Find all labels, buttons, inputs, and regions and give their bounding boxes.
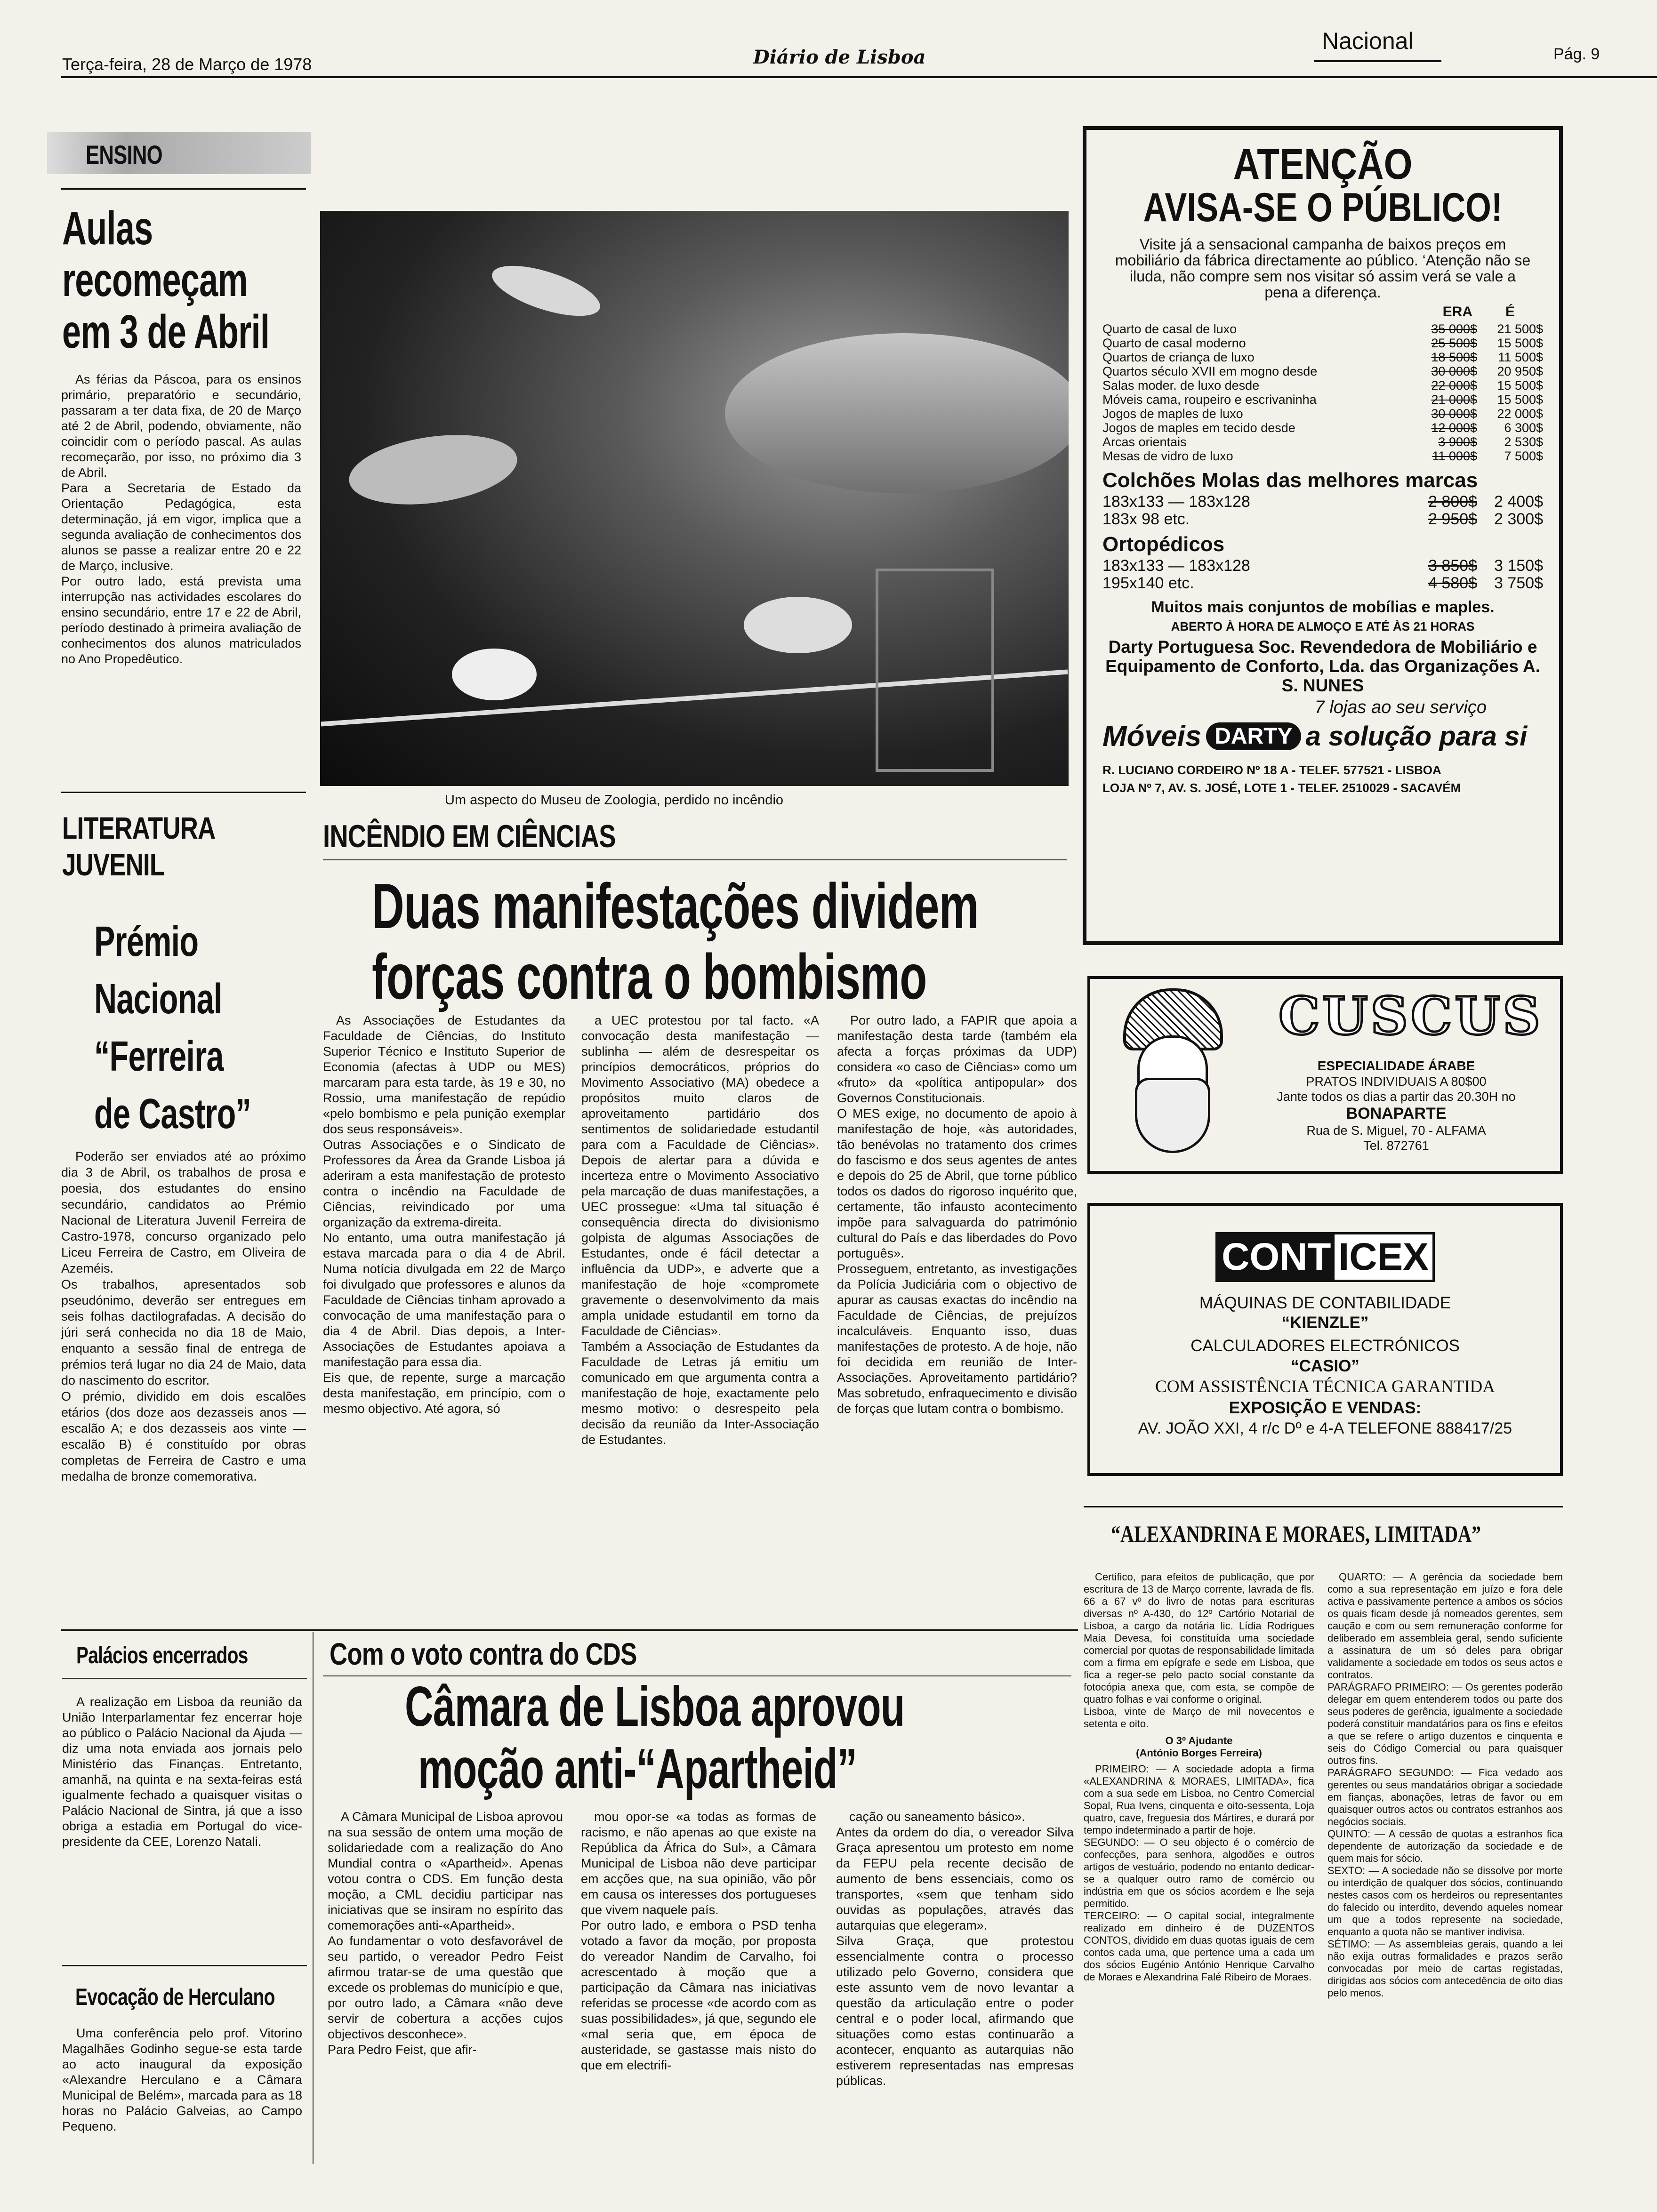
shark-shape	[487, 256, 606, 326]
section-underline	[1314, 60, 1441, 62]
conticex-line-5: COM ASSISTÊNCIA TÉCNICA GARANTIDA	[1155, 1377, 1495, 1396]
camara-col1: A Câmara Municipal de Lisboa aprovou na sua sessão de ontem uma moção de solidariedade com a realização do Ano Mundial contra o «Apartheid». Apenas votou contra o CDS. Em função desta moção, a CML decidiu participar nas iniciativas que se insiram no espírito das comemorações anti-«Apartheid». Ao fundamentar o voto desfavorável de seu partido, o vereador Pedro Feist afirmou tratar-se de uma questão que excede os problemas do município e que, por outro lado, a Câmara «não deve servir de cobertura a acções cujos objectivos desconhece». Para Pedro Feist, que afir-	[328, 1810, 563, 2057]
incendio-kicker: INCÊNDIO EM CIÊNCIAS	[323, 818, 616, 854]
darty-slogan-a: Móveis	[1102, 720, 1202, 753]
price-item-name: Móveis cama, roupeiro e escrivaninha	[1102, 393, 1317, 407]
price-item-name: Arcas orientais	[1102, 435, 1187, 449]
camara-col2: mou opor-se «a todas as formas de racismo, e não apenas ao que existe na República da África do Sul», a Câmara Municipal de Lisboa não deve participar em acções que, na sua opinião, vão pôr em causa os interesses dos portugueses que vivem naquele país. Por outro lado, e embora o PSD tenha votado a favor da moção, por proposta do vereador Nandim de Carvalho, foi acrescentado à moção que a participação da Câmara nas iniciativas referidas se processe «de acordo com as suas possibilidades», já que, segundo ele «mal seria que, em época de austeridade, se gastasse mais nisto do que em electrifi-	[581, 1810, 816, 2072]
price-row	[1102, 435, 1543, 449]
conticex-logo-a: CONT	[1218, 1234, 1335, 1280]
herculano-rule	[62, 1965, 307, 1966]
price-item-name: Mesas de vidro de luxo	[1102, 449, 1233, 463]
camara-vertical-rule	[313, 1632, 314, 2164]
ensino-title-line: em 3 de Abril	[62, 305, 270, 358]
conticex-line-4: “CASIO”	[1291, 1357, 1359, 1375]
price-old: 30 000$	[1431, 407, 1477, 421]
price-old: 3 850$	[1428, 557, 1477, 575]
incendio-col2: a UEC protestou por tal facto. «A convocação desta manifestação — sublinha — além de desrespeitar os princípios democráticos, próprios do Movimento Associativo (MA) obedece a propósitos muito claros de aproveitamento partidário dos sentimentos de solidariedade estudantil para com a Faculdade de Ciências». Depois de alertar para a dúvida e incerteza entre o Movimento Associativo pela marcação de duas manifestações, a UEC prossegue: «Uma tal situação é consequência directa do divisionismo golpista de algumas Associações de Estudantes, onde é fácil detectar a influência da UDP», e adverte que a manifestação de hoje «compromete gravemente o desenvolvimento da mais ampla unidade estudantil em torno da Faculdade de Ciências». Também a Associação de Estudantes da Faculdade de Letras já emitiu um comunicado em que argumenta contra a manifestação de hoje, exactamente pelo mesmo motivo: o desrespeito pela decisão da reunião da Inter-Associação de Estudantes.	[581, 1013, 819, 1447]
darty-slogan-b: a solução para si	[1305, 721, 1528, 752]
cuscus-logo: CUSCUS	[1279, 986, 1543, 1046]
ensino-title-line: recomeçam	[62, 254, 248, 306]
palacios-title: Palácios encerrados	[76, 1642, 248, 1668]
darty-company: Darty Portuguesa Soc. Revendedora de Mobiliário e Equipamento de Conforto, Lda. das Organizações A. S. NUNES	[1105, 637, 1540, 695]
whale-shape	[725, 333, 1069, 493]
cuscus-text	[1246, 1058, 1547, 1153]
ensino-title	[62, 202, 350, 358]
conticex-logo	[1215, 1232, 1435, 1282]
photo-caption: Um aspecto do Museu de Zoologia, perdido no incêndio	[445, 793, 784, 808]
herculano-title: Evocação de Herculano	[75, 1984, 275, 2010]
literatura-title-line: de Castro”	[94, 1090, 251, 1138]
darty-addr-2: LOJA Nº 7, AV. S. JOSÉ, LOTE 1 - TELEF. 2510029 - SACAVÉM	[1102, 781, 1461, 795]
notice-signatory: O 3º Ajudante	[1165, 1735, 1233, 1747]
price-row	[1102, 407, 1543, 421]
price-item-name: Quartos século XVII em mogno desde	[1102, 364, 1318, 378]
conticex-line-3: CALCULADORES ELECTRÓNICOS	[1190, 1337, 1460, 1355]
literatura-title-line: “Ferreira	[94, 1033, 224, 1080]
cuscus-illustration	[1109, 988, 1231, 1162]
darty-intro: Visite já a sensacional campanha de baixos preços em mobiliário da fábrica directamente ao público. ‘Atenção não se iluda, não compre sem nos visitar só assim verá se vale a pena a diferença.	[1115, 236, 1531, 301]
price-row	[1102, 557, 1543, 575]
price-new: 2 300$	[1494, 510, 1543, 528]
darty-slogan	[1102, 720, 1543, 753]
price-old: 22 000$	[1431, 378, 1477, 393]
cuscus-line-1: ESPECIALIDADE ÁRABE	[1317, 1058, 1475, 1073]
notice-intro: Certifico, para efeitos de publicação, que por escritura de 13 de Março corrente, lavrada de fls. 66 a 67 vº do livro de notas para escrituras diversas nº A-430, do 12º Cartório Notarial de Lisboa, a cargo da notária lic. Lídia Rodrigues Maia Devesa, foi constituída uma sociedade comercial por quotas de responsabilidade limitada com a firma em epígrafe e sede em Lisboa, que fica a reger-se pelo pacto social constante da fotocópia anexa que, com esta, se compõe de quatro folhas e vai conforme o original. Lisboa, vinte de Março de mil novecentos e setenta e oito.	[1084, 1571, 1314, 1730]
price-row	[1102, 493, 1543, 511]
ensino-kicker: ENSINO	[86, 140, 162, 169]
bottom-rule	[61, 1629, 1078, 1631]
palacios-rule	[62, 1678, 307, 1679]
conticex-line-7: AV. JOÃO XXI, 4 r/c Dº e 4-A TELEFONE 888417/25	[1138, 1419, 1512, 1437]
price-item-name: 183x133 — 183x128	[1102, 493, 1250, 511]
price-old: 2 800$	[1428, 493, 1477, 511]
price-item-name: 195x140 etc.	[1102, 575, 1194, 592]
darty-col-era: ERA	[1442, 304, 1472, 320]
price-old: 21 000$	[1431, 393, 1477, 407]
woman-veil-shape	[1135, 1078, 1210, 1153]
conticex-line-2: “KIENZLE”	[1281, 1314, 1369, 1332]
darty-col-e: É	[1505, 304, 1515, 320]
notice-col-1	[1084, 1571, 1314, 1983]
header-rule	[61, 76, 1657, 78]
display-case	[876, 569, 994, 772]
price-old: 35 000$	[1431, 322, 1477, 336]
literatura-rule	[61, 792, 306, 793]
price-new: 6 300$	[1504, 421, 1543, 435]
darty-hours: ABERTO À HORA DE ALMOÇO E ATÉ ÀS 21 HORAS	[1171, 619, 1475, 633]
camara-kicker: Com o voto contra do CDS	[330, 1636, 637, 1671]
incendio-title-line: Duas manifestações dividem	[372, 870, 979, 942]
price-item-name: Quarto de casal moderno	[1102, 336, 1246, 350]
price-new: 22 000$	[1497, 407, 1543, 421]
notice-col-2: QUARTO: — A gerência da sociedade bem como a sua representação em juízo e fora dele activa e passivamente pertence a ambos os sócios os quais ficam desde já nomeados gerentes, sem caução e com ou sem remuneração conforme for deliberado em assembleia geral, sendo suficiente a assinatura de um só deles para obrigar validamente a sociedade em todos os seus actos e contratos. PARÁGRAFO PRIMEIRO: — Os gerentes poderão delegar em quem entenderem todos ou parte dos seus poderes de gerência, igualmente a sociedade poderá constituir mandatários para os fins e efeitos a que se refere o artigo duzentos e cinquenta e seis do Código Comercial ou para quaisquer outros fins. PARÁGRAFO SEGUNDO: — Fica vedado aos gerentes ou seus mandatários obrigar a sociedade em fianças, abonações, letras de favor ou em quaisquer outros actos ou contratos estranhos aos negócios sociais. QUINTO: — A cessão de quotas a estranhos fica dependente de autorização da sociedade e de quem mais for sócio. SEXTO: — A sociedade não se dissolve por morte ou interdição de qualquer dos sócios, continuando nestes casos com os herdeiros ou representantes do falecido ou interdito, devendo aqueles nomear um que a todos represente na sociedade, enquanto a quota não se mantiver indivisa. SÉTIMO: — As assembleias gerais, quando a lei não exija outras formalidades e prazos serão convocadas por meio de cartas registadas, dirigidas aos sócios com antecedência de oito dias pelo menos.	[1327, 1571, 1563, 1999]
darty-title-2: AVISA-SE O PÚBLICO!	[1143, 185, 1503, 230]
price-row	[1102, 393, 1543, 407]
price-item-name: 183x133 — 183x128	[1102, 557, 1250, 575]
incendio-kicker-rule	[323, 859, 1067, 860]
price-row	[1102, 421, 1543, 435]
price-new: 20 950$	[1497, 364, 1543, 378]
price-old: 18 500$	[1431, 350, 1477, 364]
price-item-name: Quartos de criança de luxo	[1102, 350, 1255, 364]
price-item-name: 183x 98 etc.	[1102, 511, 1190, 528]
camara-col3: cação ou saneamento básico». Antes da ordem do dia, o vereador Silva Graça apresentou um protesto em nome da FEPU pela recente decisão de aumento de bens essenciais, como os transportes, «sem que tenham sido ouvidas as populações, através das autarquias que elegeram». Silva Graça, que protestou essencialmente contra o processo utilizado pelo Governo, considera que este assunto vem de novo levantar a questão da articulação entre o poder central e o poder local, afirmando que situações como estas continuarão a acontecer, enquanto as autarquias não estiverem representadas nas empresas públicas.	[836, 1810, 1074, 2088]
price-new: 11 500$	[1498, 350, 1543, 364]
price-new: 7 500$	[1504, 449, 1543, 463]
fish-shape	[744, 597, 852, 653]
shark-shape	[345, 425, 522, 514]
price-row	[1102, 322, 1543, 336]
masthead: Diário de Lisboa	[753, 46, 926, 68]
conticex-line-1: MÁQUINAS DE CONTABILIDADE	[1199, 1294, 1451, 1312]
cuscus-addr: Rua de S. Miguel, 70 - ALFAMA	[1306, 1123, 1486, 1138]
price-old: 11 000$	[1432, 449, 1477, 463]
darty-addr-1: R. LUCIANO CORDEIRO Nº 18 A - TELEF. 577521 - LISBOA	[1102, 763, 1441, 777]
price-row	[1102, 378, 1543, 393]
incendio-col3: Por outro lado, a FAPIR que apoia a manifestação desta tarde (também ela afecta a forças próximas da UDP) considera «o caso de Ciências» como um «fruto» da «política antipopular» dos Governos Constitucionais. O MES exige, no documento de apoio à manifestação de hoje, «às autoridades, tão benévolas no tratamento dos crimes do fascismo e dos seus agentes de antes e depois do 25 de Abril, que torne público todos os dados do rigoroso inquérito que, certamente, tão infausto acontecimento impõe para salvaguarda do património cultural do País e das liberdades do Povo português». Prosseguem, entretanto, as investigações da Polícia Judiciária com o objectivo de apurar as causas exactas do incêndio na Faculdade de Ciências, de prejuízos incalculáveis. Enquanto isso, duas manifestações de protesto. A de hoje, não foi decidida em reunião de Inter-Associações. Aproveitamento partidário? Mas sobretudo, enfraquecimento e divisão de forças que lutam contra o bombismo.	[837, 1013, 1077, 1416]
price-old: 2 950$	[1428, 510, 1477, 528]
literatura-kicker-line: JUVENIL	[62, 847, 165, 882]
darty-logo: DARTY	[1206, 722, 1301, 750]
price-row	[1102, 575, 1543, 592]
camara-title-line: Câmara de Lisboa aprovou	[405, 1675, 905, 1738]
herculano-body: Uma conferência pelo prof. Vitorino Magalhães Godinho segue-se esta tarde ao acto inaugural da exposição «Alexandre Herculano e a Câmara Municipal de Belém», marcada para as 18 horas no Palácio Galveias, ao Campo Pequeno.	[62, 2026, 302, 2133]
price-old: 12 000$	[1431, 421, 1477, 435]
cuscus-tel: Tel. 872761	[1363, 1138, 1429, 1153]
conticex-logo-b: ICEX	[1335, 1234, 1432, 1280]
cuscus-ad	[1087, 976, 1563, 1174]
conticex-ad	[1087, 1203, 1563, 1476]
cuscus-name: BONAPARTE	[1346, 1105, 1447, 1122]
notice-rule	[1084, 1506, 1563, 1507]
price-old: 4 580$	[1428, 574, 1477, 592]
darty-price-list	[1102, 322, 1543, 463]
conticex-line-6: EXPOSIÇÃO E VENDAS:	[1229, 1399, 1422, 1417]
camara-title-line: moção anti-“Apartheid”	[418, 1737, 857, 1800]
price-new: 21 500$	[1497, 322, 1543, 336]
notice-clauses-1: PRIMEIRO: — A sociedade adopta a firma «ALEXANDRINA & MORAES, LIMITADA», fica com a sua sede em Lisboa, no Centro Comercial Sopal, Rua Ivens, cinquenta e oito-sessenta, Loja quatro, cave, freguesia dos Mártires, e durará por tempo indeterminado a partir de hoje. SEGUNDO: — O seu objecto é o comércio de confecções, para senhora, algodões e outros artigos de vestuário, podendo no entanto dedicar-se a qualquer outro ramo de comércio ou indústria em que os sócios acordem e lhe seja permitido. TERCEIRO: — O capital social, integralmente realizado em dinheiro é de DUZENTOS CONTOS, dividido em duas quotas iguais de cem contos cada uma, que pertence uma a cada um dos sócios Eugénio António Henrique Carvalho de Moraes e Alexandrina Falé Ribeiro de Moraes.	[1084, 1763, 1314, 1983]
price-old: 30 000$	[1431, 364, 1477, 378]
price-row	[1102, 511, 1543, 528]
literatura-body: Poderão ser enviados até ao próximo dia 3 de Abril, os trabalhos de prosa e poesia, dos estudantes do ensino secundário, candidatos ao Prémio Nacional de Literatura Juvenil Ferreira de Castro-1978, concurso organizado pelo Liceu Ferreira de Castro, em Oliveira de Azeméis. Os trabalhos, apresentados sob pseudónimo, deverão ser entregues em seis folhas dactilografadas. A decisão do júri será conhecida no dia 18 de Maio, enquanto a sessão final de entrega de prémios terá lugar no dia 24 de Maio, data do nascimento do escritor. O prémio, dividido em dois escalões etários (dos doze aos dezasseis anos — escalão A; e dos dezasseis aos vinte — escalão B) é constituído por obras completas de Ferreira de Castro e uma medalha de bronze comemorativa.	[61, 1149, 306, 1483]
price-row	[1102, 336, 1543, 350]
museum-photo	[320, 211, 1069, 786]
notice-title: “ALEXANDRINA E MORAES, LIMITADA”	[1111, 1521, 1481, 1547]
notice-signatory-name: (António Borges Ferreira)	[1136, 1747, 1262, 1759]
price-old: 3 900$	[1438, 435, 1477, 449]
literatura-title-line: Nacional	[94, 976, 222, 1023]
price-new: 15 500$	[1497, 378, 1543, 393]
ensino-title-line: Aulas	[62, 202, 153, 255]
header-date: Terça-feira, 28 de Março de 1978	[62, 55, 312, 74]
darty-more: Muitos mais conjuntos de mobílias e maples.	[1151, 598, 1495, 616]
price-item-name: Quarto de casal de luxo	[1102, 322, 1237, 336]
page-number: Pág. 9	[1553, 45, 1600, 63]
darty-colchoes-title: Colchões Molas das melhores marcas	[1102, 469, 1478, 492]
price-item-name: Jogos de maples de luxo	[1102, 407, 1243, 421]
ensino-rule	[61, 188, 306, 190]
cuscus-line-2: PRATOS INDIVIDUAIS A 80$00	[1306, 1074, 1487, 1089]
price-old: 25 500$	[1431, 336, 1477, 350]
incendio-title-line: forças contra o bombismo	[372, 941, 927, 1012]
literatura-kicker	[62, 809, 254, 883]
price-row	[1102, 350, 1543, 364]
price-new: 15 500$	[1497, 336, 1543, 350]
darty-price-header	[1102, 304, 1543, 320]
darty-orto-title: Ortopédicos	[1102, 533, 1225, 556]
price-new: 3 150$	[1494, 557, 1543, 575]
price-new: 3 750$	[1494, 574, 1543, 592]
darty-title-1: ATENÇÃO	[1233, 140, 1413, 188]
incendio-col1: As Associações de Estudantes da Faculdade de Ciências, do Instituto Superior Técnico e Instituto Superior de Economia (afectas à UDP ou MES) marcaram para esta tarde, às 19 e 30, no Rossio, uma manifestação de repúdio «pelo bombismo e pela punição exemplar dos seus responsáveis». Outras Associações e o Sindicato de Professores da Área da Grande Lisboa já aderiram a esta manifestação de protesto contra o incêndio na Faculdade de Ciências, reivindicado por uma organização da extrema-direita. No entanto, uma outra manifestação já estava marcada para o dia 4 de Abril. Numa notícia divulgada em 22 de Março foi divulgado que professores e alunos da Faculdade de Ciências tinham aprovado a convocação de uma manifestação para o dia 4 de Abril. Dias depois, a Inter-Associações de Estudantes apoiava a manifestação para essa dia. Eis que, de repente, surge a marcação desta manifestação, em princípio, com o mesmo objectivo. Até agora, só	[323, 1013, 565, 1416]
price-item-name: Salas moder. de luxo desde	[1102, 378, 1260, 393]
darty-ad	[1083, 126, 1563, 945]
cuscus-line-3: Jante todos os dias a partir das 20.30H no	[1277, 1090, 1516, 1104]
price-row	[1102, 449, 1543, 463]
section-label: Nacional	[1322, 28, 1414, 54]
ensino-body: As férias da Páscoa, para os ensinos primário, preparatório e secundário, passaram a ter data fixa, de 20 de Março até 2 de Abril, podendo, obviamente, não coincidir com o período pascal. As aulas recomeçarão, por isso, no próximo dia 3 de Abril. Para a Secretaria de Estado da Orientação Pedagógica, esta determinação, já em vigor, implica que a segunda avaliação de conhecimentos dos alunos se passe a realizar entre 20 e 22 de Março, inclusive. Por outro lado, está prevista uma interrupção nas actividades escolares do ensino secundário, entre 17 e 22 de Abril, período destinado à primeira avaliação de conhecimentos dos alunos matriculados no Ano Propedêutico.	[61, 372, 301, 666]
literatura-title-line: Prémio	[94, 918, 199, 965]
palacios-body: A realização em Lisboa da reunião da União Interparlamentar fez encerrar hoje ao público o Palácio Nacional da Ajuda — diz uma nota enviada aos jornais pelo Ministério das Finanças. Entretanto, amanhã, na quinta e na sexta-feiras está igualmente fechado a quaisquer visitas o Palácio Nacional de Sintra, já que a isso obriga a estadia em Portugal do vice-presidente da CEE, Lorenzo Natali.	[62, 1695, 302, 1849]
camara-title	[405, 1675, 1118, 1800]
darty-orto-list	[1102, 557, 1543, 592]
price-item-name: Jogos de maples em tecido desde	[1102, 421, 1295, 435]
literatura-title	[94, 913, 306, 1143]
price-new: 2 400$	[1494, 493, 1543, 511]
price-new: 15 500$	[1497, 393, 1543, 407]
darty-colchoes-list	[1102, 493, 1543, 528]
price-new: 2 530$	[1504, 435, 1543, 449]
literatura-kicker-line: LITERATURA	[62, 810, 216, 845]
fish-shape	[452, 649, 537, 700]
darty-stores: 7 lojas ao seu serviço	[1314, 697, 1487, 717]
price-row	[1102, 364, 1543, 378]
